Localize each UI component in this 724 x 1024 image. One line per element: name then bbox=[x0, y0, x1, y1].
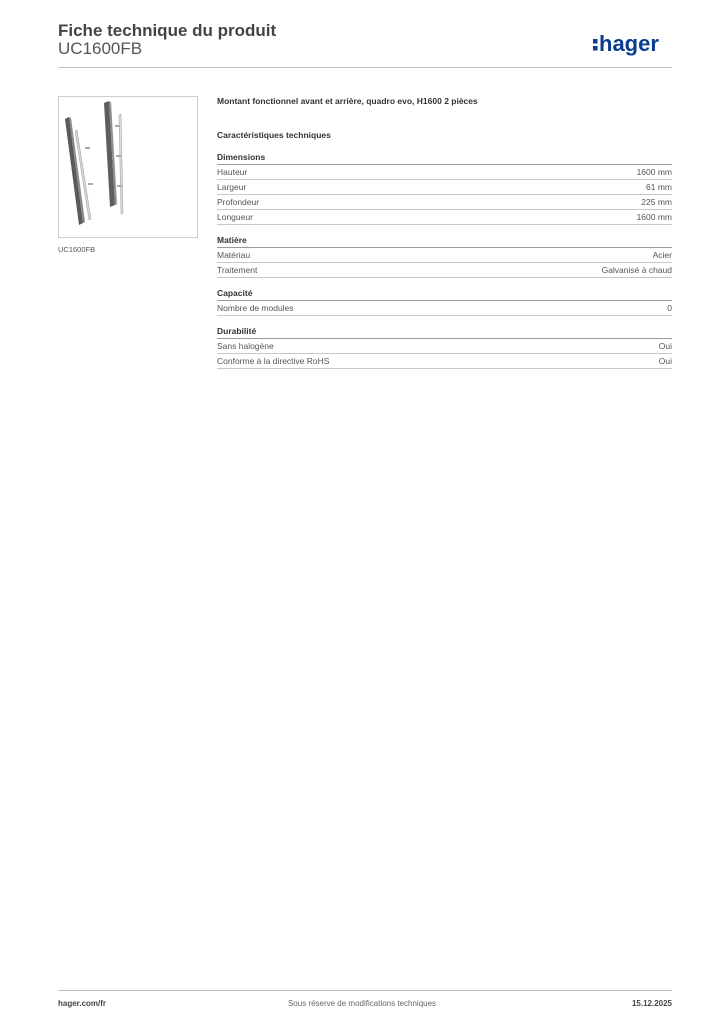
spec-value: 1600 mm bbox=[636, 212, 672, 222]
spec-value: 0 bbox=[667, 303, 672, 313]
spec-label: Hauteur bbox=[217, 167, 248, 177]
spec-value: Acier bbox=[652, 250, 672, 260]
footer-notice: Sous réserve de modifications techniques bbox=[287, 999, 437, 1008]
group-title: Durabilité bbox=[217, 326, 672, 339]
product-reference: UC1600FB bbox=[58, 39, 143, 58]
spec-row bbox=[217, 263, 672, 278]
spec-row bbox=[217, 301, 672, 316]
logo-text: hager bbox=[599, 31, 659, 56]
footer-date: 15.12.2025 bbox=[631, 999, 672, 1008]
spec-group-capacite bbox=[217, 288, 672, 316]
spec-group-durabilite bbox=[217, 326, 672, 369]
image-caption: UC1600FB bbox=[58, 245, 96, 254]
group-title: Matière bbox=[217, 235, 672, 248]
spec-group-dimensions bbox=[217, 152, 672, 225]
header-divider bbox=[58, 67, 672, 68]
spec-label: Profondeur bbox=[217, 197, 260, 207]
spec-value: Galvanisé à chaud bbox=[601, 265, 672, 275]
spec-row bbox=[217, 195, 672, 210]
spec-row bbox=[217, 354, 672, 369]
spec-value: 61 mm bbox=[646, 182, 672, 192]
spec-row bbox=[217, 248, 672, 263]
spec-row bbox=[217, 165, 672, 180]
spec-label: Nombre de modules bbox=[217, 303, 294, 313]
group-title: Dimensions bbox=[217, 152, 672, 165]
footer-website-link[interactable]: hager.com/fr bbox=[58, 999, 107, 1008]
spec-label: Sans halogène bbox=[217, 341, 274, 351]
spec-value: 225 mm bbox=[641, 197, 672, 207]
spec-label: Conforme à la directive RoHS bbox=[217, 356, 330, 366]
spec-value: Oui bbox=[658, 341, 672, 351]
product-description: Montant fonctionnel avant et arrière, quadro evo, H1600 2 pièces bbox=[217, 96, 478, 106]
spec-label: Matériau bbox=[217, 250, 251, 260]
footer-divider bbox=[58, 990, 672, 991]
spec-group-matiere bbox=[217, 235, 672, 278]
spec-value: Oui bbox=[658, 356, 672, 366]
product-image bbox=[58, 96, 198, 238]
spec-row bbox=[217, 210, 672, 225]
spec-value: 1600 mm bbox=[636, 167, 672, 177]
hager-logo bbox=[592, 30, 674, 58]
spec-label: Largeur bbox=[217, 182, 247, 192]
page-title: Fiche technique du produit bbox=[58, 21, 277, 40]
section-title: Caractéristiques techniques bbox=[217, 130, 331, 140]
spec-row bbox=[217, 339, 672, 354]
spec-label: Traitement bbox=[217, 265, 258, 275]
spec-content bbox=[217, 96, 672, 379]
group-title: Capacité bbox=[217, 288, 672, 301]
spec-label: Longueur bbox=[217, 212, 253, 222]
spec-row bbox=[217, 180, 672, 195]
